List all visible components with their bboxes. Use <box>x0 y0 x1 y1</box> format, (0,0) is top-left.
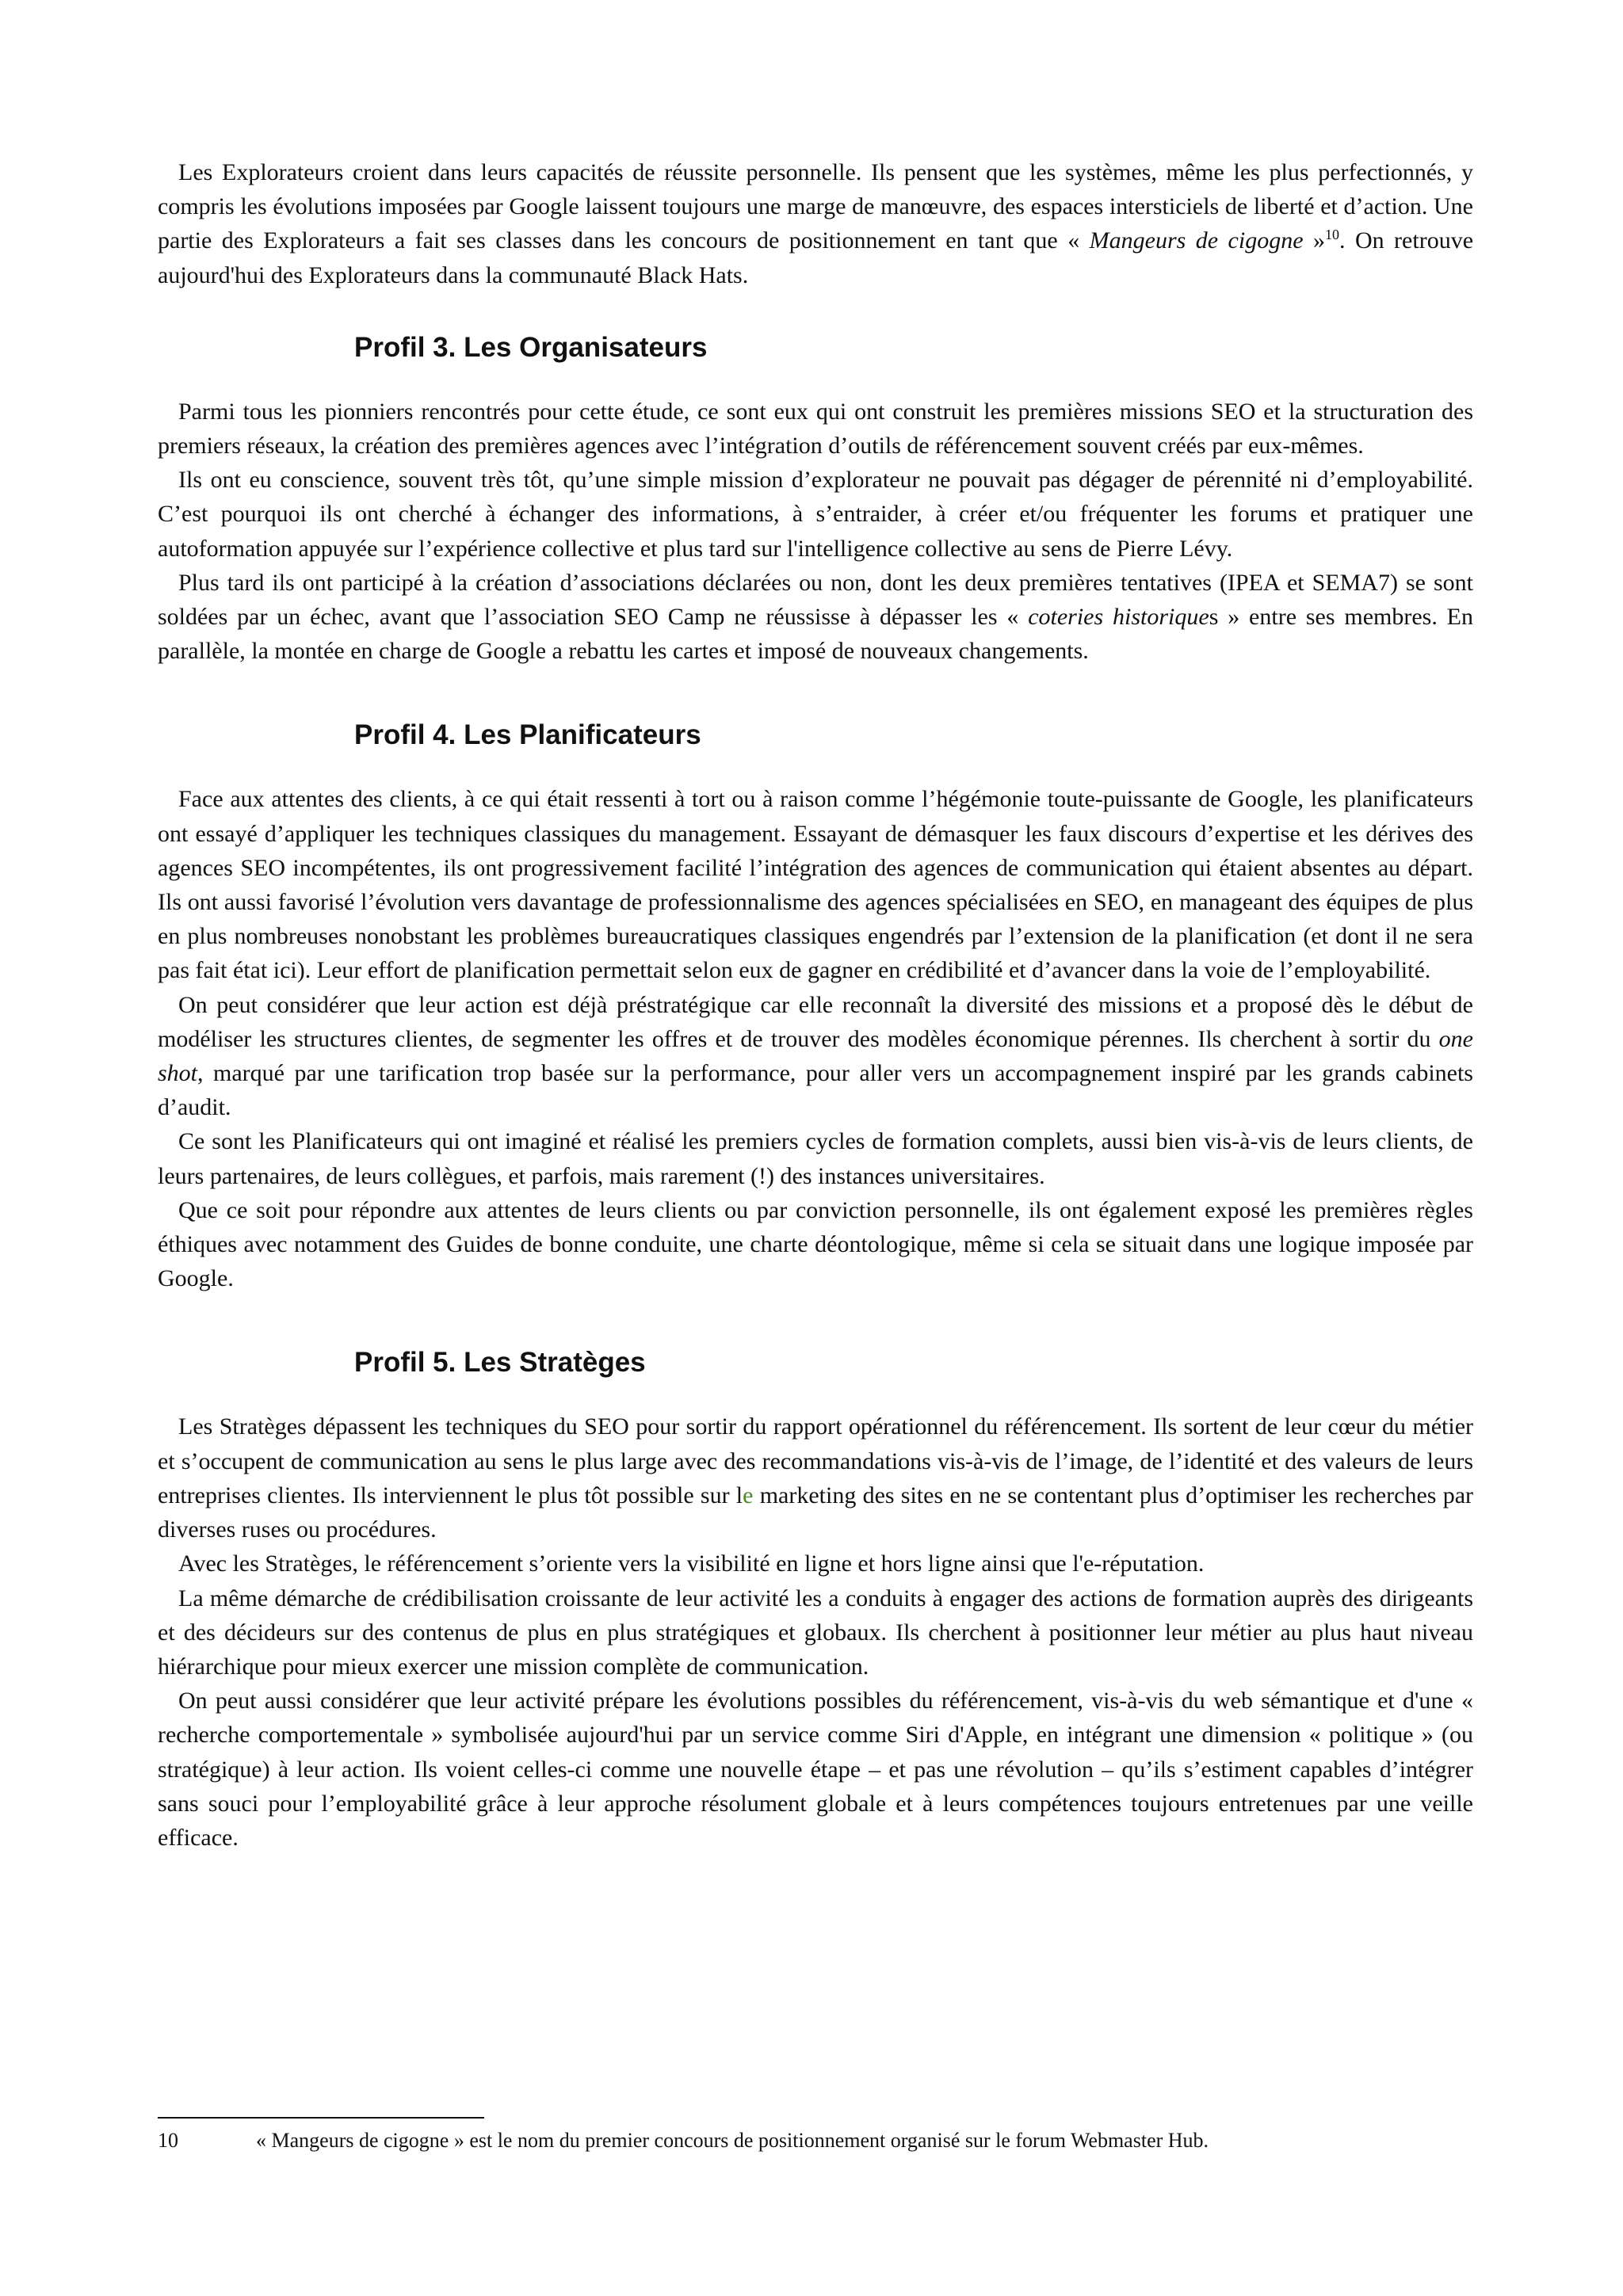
footnote <box>158 2127 1473 2154</box>
profil4-paragraph-1: Face aux attentes des clients, à ce qui était ressenti à tort ou à raison comme l’hégémonie toute-puissante de Google, les planificateurs ont essayé d’appliquer les techniques classiques du management. Essayant de démasquer les faux discours d’expertise et les dérives des agences SEO incompétentes, ils ont progressivement facilité l’intégration des agences de communication qui étaient absentes au départ. Ils ont aussi favorisé l’évolution vers davantage de professionnalisme des agences spécialisées en SEO, en manageant des équipes de plus en plus nombreuses nonobstant les problèmes bureaucratiques classiques engendrés par l’extension de la planification (et dont il ne sera pas fait état ici). Leur effort de planification permettait selon eux de gagner en crédibilité et d’avancer dans la voie de l’employabilité. <box>158 786 1473 984</box>
profil5-paragraph-1 <box>158 1409 1473 1547</box>
heading-profil-5: Profil 5. Les Stratèges <box>354 1347 646 1379</box>
profil4-paragraph-3: Ce sont les Planificateurs qui ont imaginé et réalisé les premiers cycles de formation complets, aussi bien vis-à-vis de leurs clients, de leurs partenaires, de leurs collègues, et parfois, mais rarement (!) des instances universitaires. <box>158 1128 1473 1189</box>
profil5-paragraph-3: La même démarche de crédibilisation croissante de leur activité les a conduits à engager des actions de formation auprès des dirigeants et des décideurs sur des contenus de plus en plus stratégiques et globaux. Ils cherchent à positionner leur métier au plus haut niveau hiérarchique pour mieux exercer une mission complète de communication. <box>158 1585 1473 1680</box>
highlighted-letter: e <box>743 1482 754 1508</box>
footnote-text: « Mangeurs de cigogne » est le nom du premier concours de positionnement organisé sur le forum Webmaster Hub. <box>256 2129 1209 2152</box>
text-run: On peut considérer que leur action est déjà préstratégique car elle reconnaît la diversité des missions et a proposé dès le début de modéliser les structures clientes, de segmenter les offres et de trouver des modèles économique pérennes. Ils cherchent à sortir du <box>158 991 1473 1052</box>
text-run: , marqué par une tarification trop basée sur la performance, pour aller vers un accompagnement inspiré par les grands cabinets d’audit. <box>158 1060 1473 1121</box>
profil3-paragraph-1: Parmi tous les pionniers rencontrés pour cette étude, ce sont eux qui ont construit les premières missions SEO et la structuration des premiers réseaux, la création des premières agences avec l’intégration d’outils de référencement souvent créés par eux-mêmes. <box>158 398 1473 460</box>
italic-term: Mangeurs de cigogne <box>1089 227 1304 254</box>
text-run: s » entre ses membres. En parallèle, la montée en charge de Google a rebattu les cartes et imposé de nouveaux changements. <box>158 604 1473 665</box>
profil3-paragraph-2: Ils ont eu conscience, souvent très tôt, qu’une simple mission d’explorateur ne pouvait pas dégager de pérennité ni d’employabilité. C’est pourquoi ils ont cherché à échanger des informations, à s’entraider, à créer et/ou fréquenter les forums et pratiquer une autoformation appuyée sur l’expérience collective et plus tard sur l'intelligence collective au sens de Pierre Lévy. <box>158 467 1473 562</box>
text-run: Plus tard ils ont participé à la création d’associations déclarées ou non, dont les deux premières tentatives (IPEA et SEMA7) se sont soldées par un échec, avant que l’association SEO Camp ne réussisse à dépasser les « <box>158 569 1473 631</box>
profil5-paragraph-2: Avec les Stratèges, le référencement s’oriente vers la visibilité en ligne et hors ligne ainsi que l'e-réputation. <box>178 1550 1205 1577</box>
text-run: marketing des sites en ne se contentant plus d’optimiser les recherches par diverses ruses ou procédures. <box>158 1482 1473 1543</box>
document-body <box>158 155 1473 1855</box>
italic-term: one shot <box>158 1025 1473 1087</box>
heading-profil-3: Profil 3. Les Organisateurs <box>354 331 708 363</box>
heading-profil-4: Profil 4. Les Planificateurs <box>354 719 701 751</box>
intro-paragraph <box>158 155 1473 292</box>
text-run: Les Explorateurs croient dans leurs capacités de réussite personnelle. Ils pensent que les systèmes, même les plus perfectionnés, y compris les évolutions imposées par Google laissent toujours une marge de manœuvre, des espaces intersticiels de liberté et d’action. Une partie des Explorateurs a fait ses classes dans les concours de positionnement en tant que « <box>158 159 1473 254</box>
profil4-paragraph-2 <box>158 988 1473 1125</box>
footnote-number: 10 <box>158 2129 178 2152</box>
footnote-reference: 10 <box>1324 227 1339 243</box>
profil5-paragraph-4: On peut aussi considérer que leur activité prépare les évolutions possibles du référencement, vis-à-vis du web sémantique et d'une « recherche comportementale » symbolisée aujourd'hui par un service comme Siri d'Apple, en intégrant une dimension « politique » (ou stratégique) à leur action. Ils voient celles-ci comme une nouvelle étape – et pas une révolution – qu’ils s’estiment capables d’intégrer sans souci pour l’employabilité grâce à leur approche résolument globale et à leurs compétences toujours entretenues par une veille efficace. <box>158 1688 1473 1851</box>
footnote-separator <box>158 2117 484 2119</box>
profil3-paragraph-3 <box>158 566 1473 669</box>
profil4-paragraph-4: Que ce soit pour répondre aux attentes de leurs clients ou par conviction personnelle, ils ont également exposé les premières règles éthiques avec notamment des Guides de bonne conduite, une charte déontologique, même si cela se situait dans une logique imposée par Google. <box>158 1196 1473 1292</box>
italic-term: coteries historique <box>1028 604 1209 631</box>
text-run: » <box>1303 227 1325 254</box>
text-run: . On retrouve aujourd'hui des Explorateurs dans la communauté Black Hats. <box>158 227 1474 288</box>
text-run: Les Stratèges dépassent les techniques du SEO pour sortir du rapport opérationnel du référencement. Ils sortent de leur cœur du métier et s’occupent de communication au sens le plus large avec des recommandations vis-à-vis de l’image, de l’identité et des valeurs de leurs entreprises clientes. Ils interviennent le plus tôt possible sur l <box>158 1413 1473 1508</box>
